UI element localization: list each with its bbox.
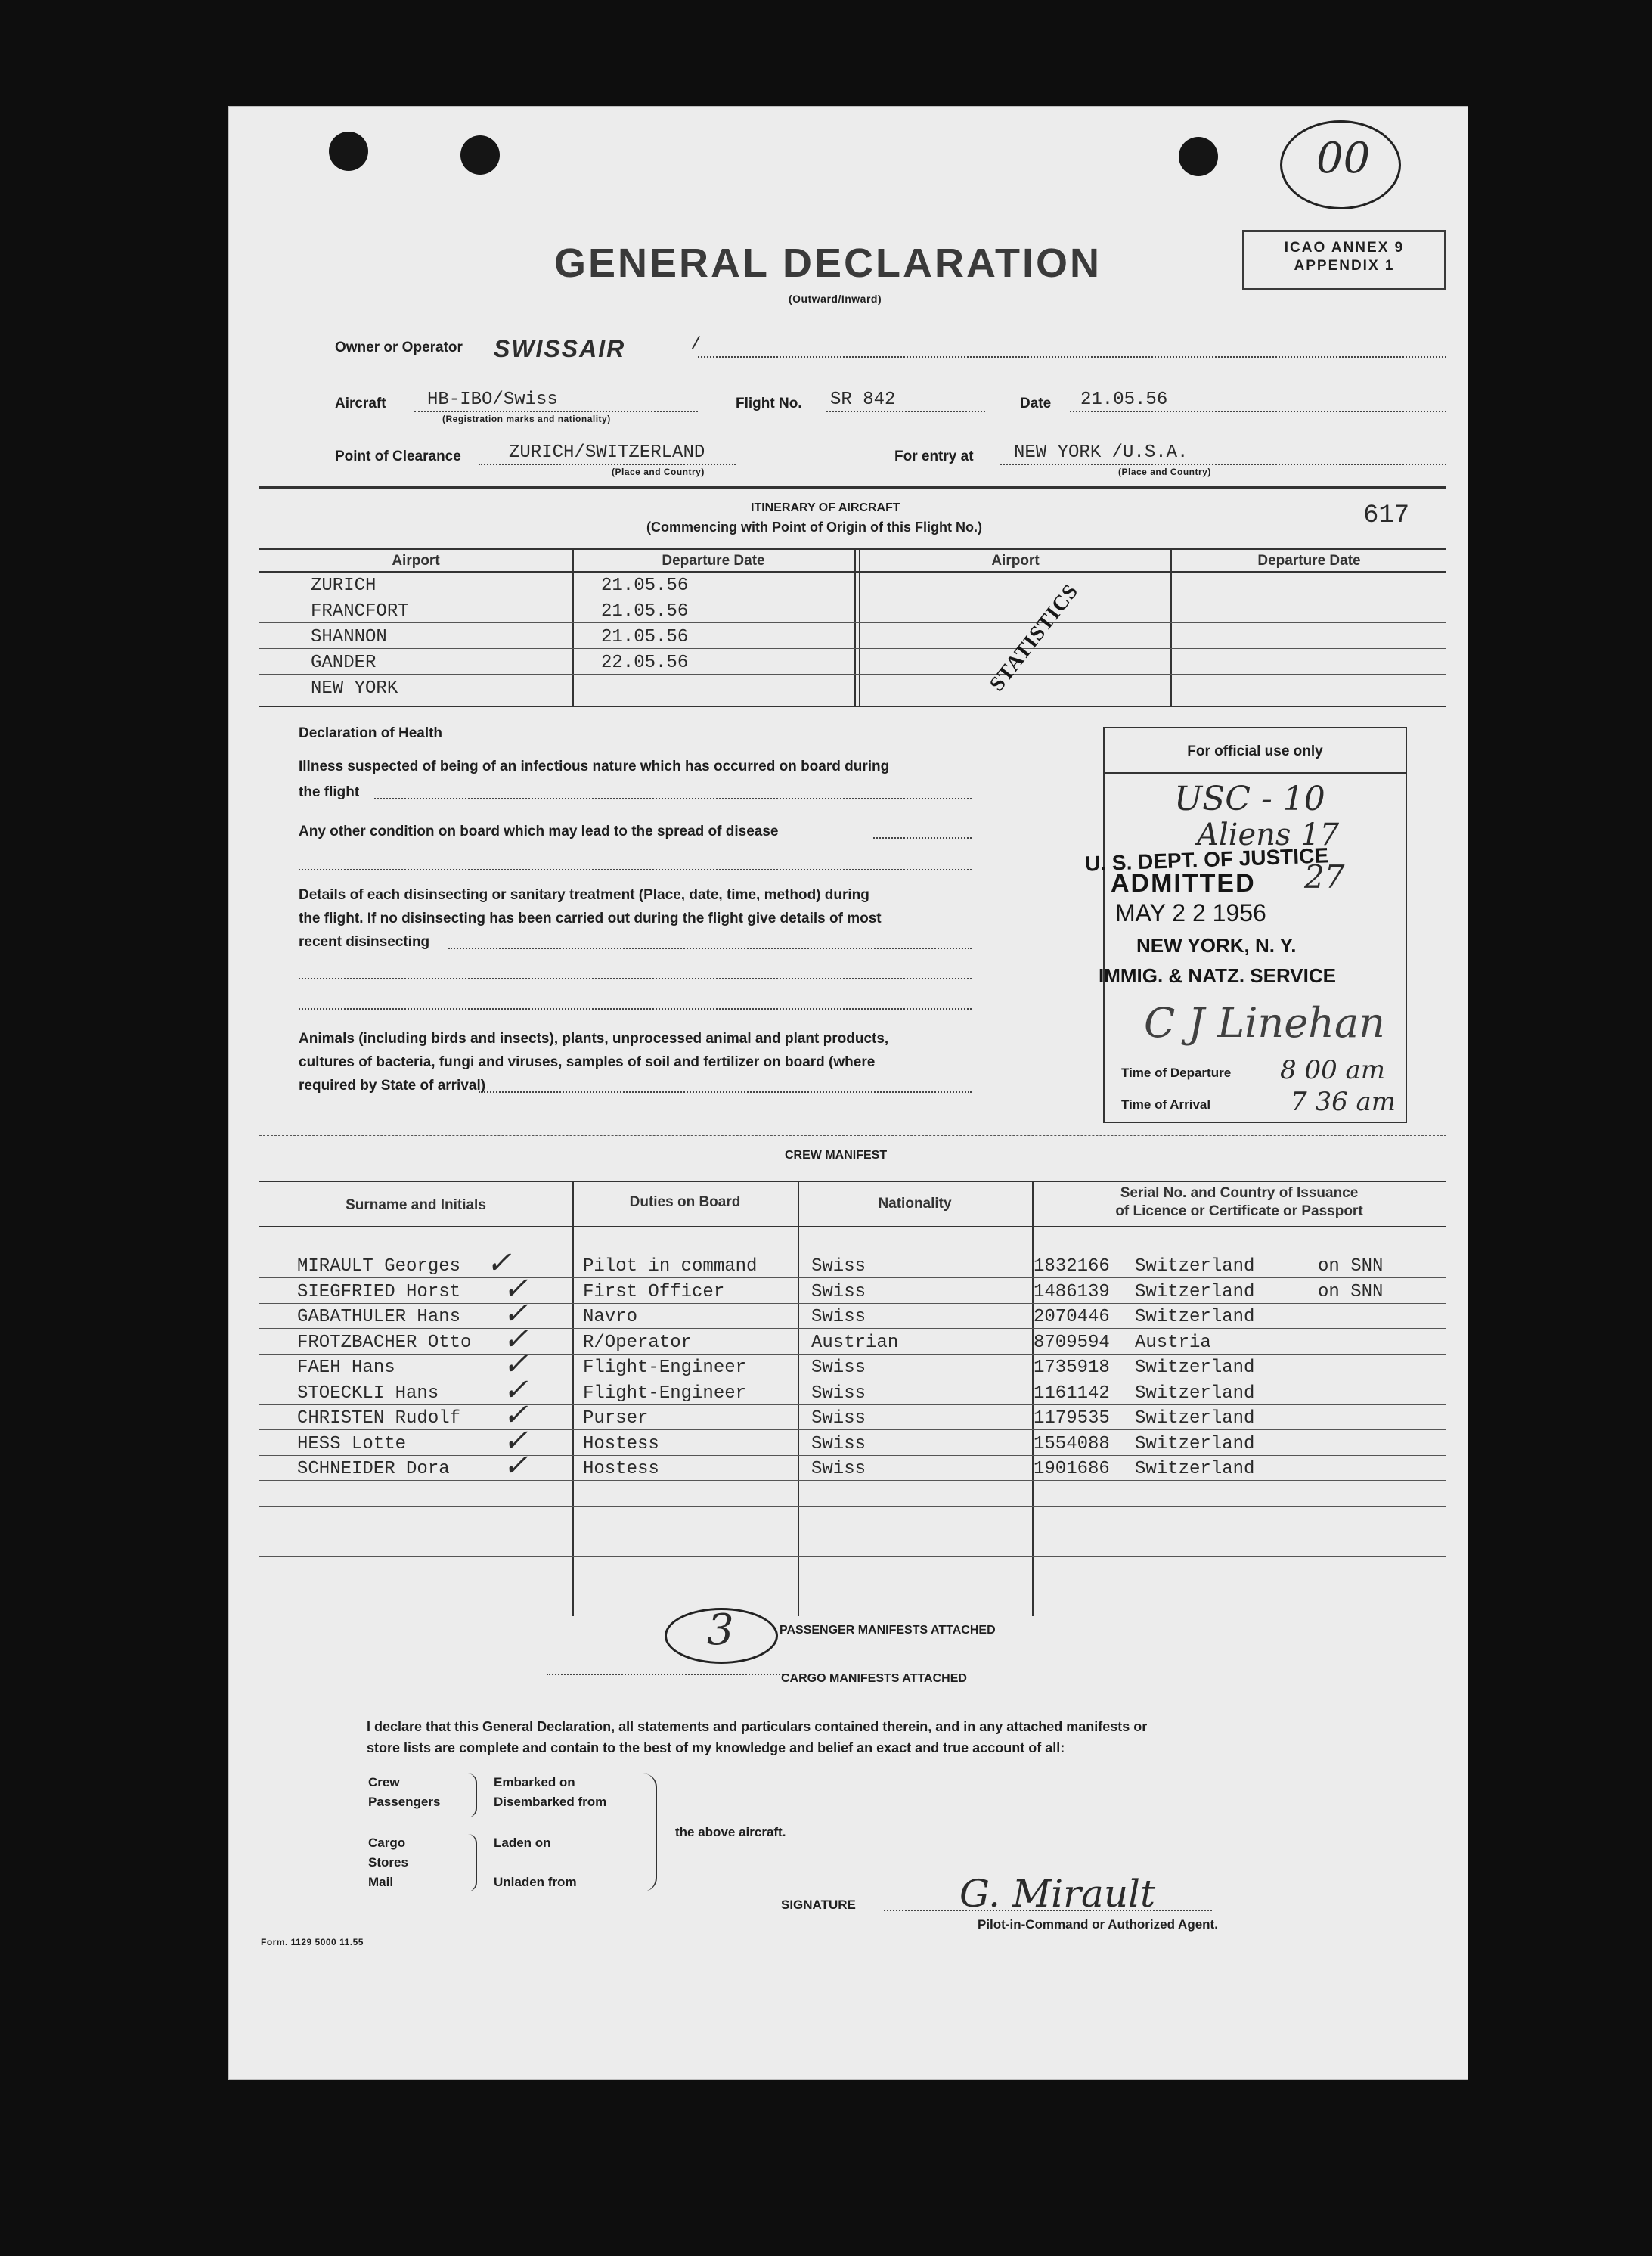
flight-label: Flight No. [736,396,802,411]
health-q4: required by State of arrival) [299,1078,486,1094]
owner-value: SWISSAIR [494,335,626,362]
crew-name: HESS Lotte [297,1433,407,1454]
crew-name: SIEGFRIED Horst [297,1281,461,1302]
crew-serial: 1161142 [1034,1382,1110,1404]
crew-country: Switzerland [1135,1459,1255,1479]
brace [643,1773,657,1891]
punch-hole [460,135,500,175]
check-mark-icon: ✓ [503,1347,528,1382]
crew-nationality: Swiss [811,1256,866,1277]
check-mark-icon: ✓ [503,1372,528,1407]
crew-header: Nationality [878,1196,952,1212]
page-subtitle: (Outward/Inward) [789,293,882,305]
crew-row-line [259,1556,1446,1557]
admitted-stamp-line: NEW YORK, N. Y. [1136,934,1297,957]
entry-value: NEW YORK /U.S.A. [1014,442,1189,463]
crew-country: Switzerland [1135,1382,1255,1404]
crew-country: Austria [1135,1332,1211,1353]
crew-duty: Hostess [583,1459,659,1479]
crew-word: Crew [368,1775,400,1789]
punch-hole [329,132,368,171]
above-aircraft: the above aircraft. [675,1825,786,1839]
declaration-text: I declare that this General Declaration, all statements and particulars contained therein, and in any attached manifests or [367,1719,1148,1734]
crew-row-line [259,1480,1446,1481]
crew-serial: 8709594 [1034,1332,1110,1353]
itinerary-title: ITINERARY OF AIRCRAFT [751,501,900,514]
disembarked-word: Disembarked from [494,1795,607,1809]
itinerary-date: 21.05.56 [601,576,689,596]
crew-nationality: Swiss [811,1433,866,1454]
crew-country: Switzerland [1135,1358,1255,1378]
check-mark-icon: ✓ [503,1296,528,1331]
health-q3: recent disinsecting [299,934,430,950]
divider [259,1135,1446,1137]
health-line [873,837,972,839]
col-rule [572,550,574,707]
aircraft-label: Aircraft [335,396,386,411]
date-line [1070,411,1446,412]
crew-header: Surname and Initials [346,1197,486,1213]
declaration-text: store lists are complete and contain to the best of my knowledge and belief an exact and true account of all: [367,1740,1065,1755]
statistics-stamp: STATISTICS [985,579,1083,697]
crew-nationality: Swiss [811,1358,866,1378]
signature-label: SIGNATURE [781,1898,856,1912]
crew-serial: 1735918 [1034,1358,1110,1378]
admitted-stamp-line: MAY 2 2 1956 [1115,899,1266,926]
crew-duty: First Officer [583,1281,725,1302]
crew-duty: Flight-Engineer [583,1382,747,1404]
crew-serial: 1179535 [1034,1408,1110,1429]
itinerary-header: Airport [392,553,440,569]
flight-value: SR 842 [830,389,896,410]
health-q3: the flight. If no disinsecting has been carried out during the flight give details of most [299,911,882,926]
health-line [299,978,972,979]
health-line [479,1091,972,1093]
entry-line [1000,464,1446,465]
page-title: GENERAL DECLARATION [554,240,1102,286]
crew-note: on SNN [1318,1256,1384,1277]
passengers-word: Passengers [368,1795,441,1809]
crew-header: Duties on Board [629,1194,741,1210]
annex-box [1242,230,1446,290]
crew-country: Switzerland [1135,1408,1255,1429]
check-mark-icon: ✓ [503,1321,528,1357]
col-rule [1170,550,1172,707]
health-q1: Illness suspected of being of an infectious nature which has occurred on board during [299,759,890,774]
crew-row-line [259,1303,1446,1304]
col-rule [859,550,860,707]
clearance-value: ZURICH/SWITZERLAND [509,442,705,463]
admitted-stamp-line: IMMIG. & NATZ. SERVICE [1099,964,1336,987]
itinerary-row-line [259,622,1446,623]
flight-line [826,411,985,412]
crew-row-line [259,1455,1446,1456]
itinerary-airport: NEW YORK [311,678,398,699]
crew-serial: 1554088 [1034,1433,1110,1454]
crew-row-line [259,1429,1446,1430]
check-mark-icon: ✓ [503,1423,528,1458]
crew-duty: Pilot in command [583,1256,758,1277]
crew-name: FAEH Hans [297,1358,395,1378]
official-hand-note: 27 [1304,858,1345,895]
itinerary-airport: SHANNON [311,627,387,647]
stores-word: Stores [368,1855,408,1870]
health-q2: Any other condition on board which may lead to the spread of disease [299,824,779,839]
brace [466,1834,477,1891]
unladen-word: Unladen from [494,1875,577,1889]
itinerary-header: Airport [991,553,1040,569]
crew-header-rule [259,1226,1446,1227]
health-q1: the flight [299,784,360,800]
crew-nationality: Swiss [811,1459,866,1479]
crew-note: on SNN [1318,1281,1384,1302]
crew-duty: Navro [583,1307,638,1327]
crew-serial: 1901686 [1034,1459,1110,1479]
crew-row-line [259,1404,1446,1405]
official-hand-note: Aliens 17 [1197,818,1340,852]
annex-line: ICAO ANNEX 9 [1284,240,1405,256]
crew-row-line [259,1354,1446,1355]
clearance-label: Point of Clearance [335,448,461,464]
health-line [299,869,972,870]
declaration-form [228,106,1468,2080]
crew-nationality: Swiss [811,1408,866,1429]
itinerary-subtitle: (Commencing with Point of Origin of this Flight No.) [646,520,982,535]
embarked-word: Embarked on [494,1775,575,1789]
official-hand-note: USC - 10 [1174,780,1325,818]
crew-name: SCHNEIDER Dora [297,1459,450,1479]
health-line [374,798,972,799]
itinerary-number: 617 [1363,501,1410,530]
check-mark-icon: ✓ [503,1448,528,1483]
health-line [448,948,972,949]
health-q4: cultures of bacteria, fungi and viruses, samples of soil and fertilizer on board (where [299,1054,876,1070]
owner-label: Owner or Operator [335,340,463,355]
laden-word: Laden on [494,1836,551,1850]
itinerary-header: Departure Date [662,553,765,569]
crew-name: CHRISTEN Rudolf [297,1408,461,1429]
aircraft-value: HB-IBO/Swiss [427,389,558,410]
health-title: Declaration of Health [299,725,443,741]
health-q4: Animals (including birds and insects), plants, unprocessed animal and plant products, [299,1031,889,1047]
departure-value: 8 00 am [1280,1055,1386,1085]
crew-nationality: Swiss [811,1281,866,1302]
owner-slash: / [690,335,702,355]
aircraft-line [414,411,698,412]
passenger-count: 3 [707,1606,734,1655]
crew-row-line [259,1277,1446,1278]
itinerary-airport: GANDER [311,653,377,673]
check-mark-icon: ✓ [486,1246,512,1280]
crew-row-line [259,1328,1446,1329]
crew-header: of Licence or Certificate or Passport [1115,1203,1363,1219]
clearance-hint: (Place and Country) [612,467,705,477]
crew-serial: 1486139 [1034,1281,1110,1302]
crew-country: Switzerland [1135,1433,1255,1454]
aircraft-hint: (Registration marks and nationality) [442,414,611,424]
itinerary-date: 22.05.56 [601,653,689,673]
arrival-value: 7 36 am [1291,1087,1396,1117]
crew-duty: R/Operator [583,1332,693,1353]
itinerary-row-line [259,674,1446,675]
itinerary-table [259,548,1446,707]
pilot-signature: G. Mirault [959,1872,1156,1916]
crew-name: FROTZBACHER Otto [297,1332,472,1353]
crew-country: Switzerland [1135,1281,1255,1302]
admitted-stamp-line: U. S. DEPT. OF JUSTICE [1084,843,1329,876]
departure-label: Time of Departure [1121,1066,1232,1080]
arrival-label: Time of Arrival [1121,1097,1211,1112]
clearance-line [479,464,736,465]
crew-title: CREW MANIFEST [785,1149,888,1162]
admitted-stamp-line: ADMITTED [1111,869,1256,898]
cargo-manifest-label: CARGO MANIFESTS ATTACHED [781,1672,967,1685]
col-rule [854,550,856,707]
date-label: Date [1020,396,1052,411]
crew-header: Serial No. and Country of Issuance [1120,1185,1359,1201]
crew-nationality: Swiss [811,1307,866,1327]
itinerary-date: 21.05.56 [601,601,689,622]
crew-duty: Purser [583,1408,649,1429]
health-line [299,1008,972,1010]
circled-mark-text: 00 [1316,134,1371,183]
crew-table [259,1181,1446,1615]
date-value: 21.05.56 [1080,389,1168,410]
brace [466,1773,477,1817]
passenger-manifest-label: PASSENGER MANIFESTS ATTACHED [780,1624,996,1637]
crew-country: Switzerland [1135,1307,1255,1327]
col-rule [798,1182,799,1616]
crew-name: GABATHULER Hans [297,1307,461,1327]
crew-serial: 2070446 [1034,1307,1110,1327]
crew-row-line [259,1506,1446,1507]
itinerary-airport: ZURICH [311,576,377,596]
health-q3: Details of each disinsecting or sanitary treatment (Place, date, time, method) during [299,887,869,903]
cargo-line [547,1674,789,1675]
punch-hole [1179,137,1218,176]
check-mark-icon: ✓ [503,1398,528,1432]
official-title: For official use only [1187,743,1323,759]
crew-duty: Flight-Engineer [583,1358,747,1378]
official-signature: C J Linehan [1144,999,1385,1047]
crew-name: MIRAULT Georges [297,1256,461,1277]
crew-nationality: Swiss [811,1382,866,1404]
crew-name: STOECKLI Hans [297,1382,439,1404]
crew-nationality: Austrian [811,1332,899,1353]
itinerary-date: 21.05.56 [601,627,689,647]
entry-label: For entry at [894,448,974,464]
col-rule [572,1182,574,1616]
crew-country: Switzerland [1135,1256,1255,1277]
divider [259,486,1446,489]
itinerary-header: Departure Date [1257,553,1361,569]
signature-hint: Pilot-in-Command or Authorized Agent. [978,1917,1218,1932]
cargo-word: Cargo [368,1836,406,1850]
crew-duty: Hostess [583,1433,659,1454]
itinerary-row-line [259,648,1446,649]
check-mark-icon: ✓ [503,1271,528,1306]
mail-word: Mail [368,1875,394,1889]
entry-hint: (Place and Country) [1118,467,1211,477]
owner-line [698,356,1446,358]
crew-serial: 1832166 [1034,1256,1110,1277]
form-number: Form. 1129 5000 11.55 [261,1937,364,1947]
itinerary-airport: FRANCFORT [311,601,409,622]
annex-line: APPENDIX 1 [1294,258,1395,274]
